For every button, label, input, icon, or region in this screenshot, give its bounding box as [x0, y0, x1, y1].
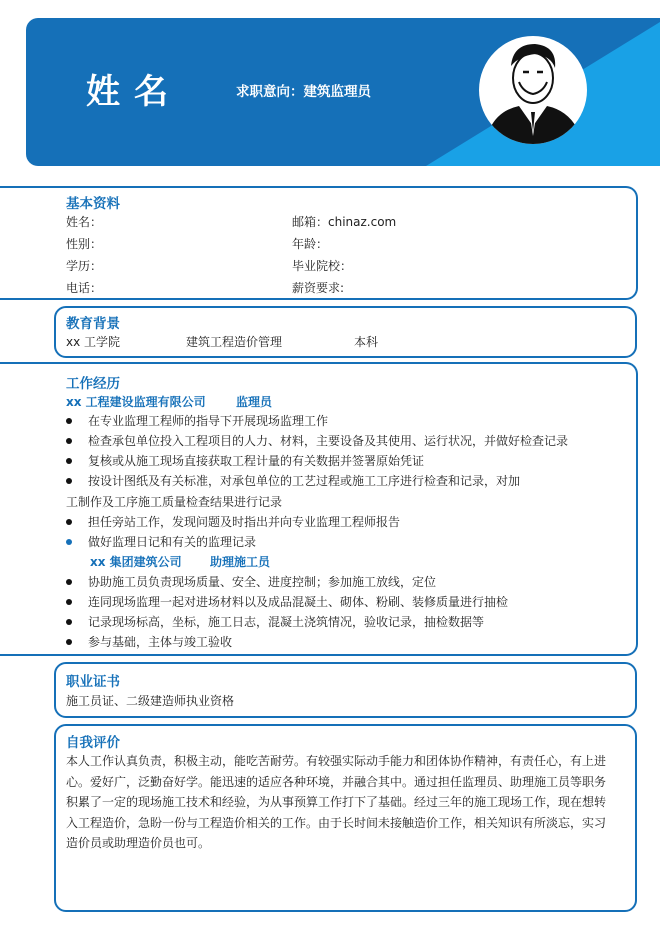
school-field: 毕业院校：: [292, 259, 353, 273]
bullet-icon: [66, 478, 72, 484]
phone-field: 电话：: [66, 281, 103, 295]
education-section: [54, 306, 637, 358]
job-duty: 担任旁站工作，发现问题及时指出并向专业监理工程师报告: [88, 515, 401, 529]
gender-field: 性别：: [66, 237, 103, 251]
job-duty: 记录现场标高，坐标，施工日志，混凝土浇筑情况，验收记录，抽检数据等: [88, 615, 485, 629]
email-field: 邮箱：chinaz.com: [292, 215, 397, 229]
certificates-section: [54, 662, 637, 718]
job-duty: 按设计图纸及有关标准，对承包单位的工艺过程或施工工序进行检查和记录，对加: [88, 474, 521, 488]
self-eval-line: 入工程造价，急盼一份与工程造价相关的工作。由于长时间未接触造价工作，相关知识有所淡忘，实习: [66, 815, 607, 830]
person-silhouette-icon: [479, 36, 587, 144]
job-company: xx 工程建设监理有限公司: [66, 395, 206, 409]
applicant-name: 姓名: [86, 72, 182, 112]
bullet-icon: [66, 579, 72, 585]
self-eval-line: 积累了一定的现场施工技术和经验，为从事预算工作打下了基础。经过三年的施工现场工作，现在想转: [66, 795, 607, 809]
job-intent: 求职意向：建筑监理员: [236, 84, 371, 100]
age-field: 年龄：: [292, 237, 329, 251]
job-position: 助理施工员: [210, 555, 271, 569]
job-duty: 在专业监理工程师的指导下开展现场监理工作: [88, 414, 329, 428]
work-title: 工作经历: [66, 376, 120, 392]
education-school: xx 工学院: [66, 335, 121, 349]
basic-info-title: 基本资料: [66, 196, 120, 212]
education-field: 学历：: [66, 259, 103, 273]
certificates-text: 施工员证、二级建造师执业资格: [66, 694, 235, 708]
job-duty: 复核或从施工现场直接获取工程计量的有关数据并签署原始凭证: [88, 454, 425, 468]
certificates-title: 职业证书: [66, 674, 120, 690]
self-eval-line: 本人工作认真负责，积极主动，能吃苦耐劳。有较强实际动手能力和团体协作精神，有责任心，有上进: [66, 754, 607, 768]
bullet-icon: [66, 539, 72, 545]
job-duty: 协助施工员负责现场质量、安全、进度控制；参加施工放线，定位: [88, 575, 437, 589]
education-degree: 本科: [354, 335, 379, 349]
self-eval-title: 自我评价: [66, 735, 120, 751]
bullet-icon: [66, 519, 72, 525]
bullet-icon: [66, 418, 72, 424]
name-field: 姓名：: [66, 215, 103, 229]
education-title: 教育背景: [66, 316, 120, 332]
self-eval-line: 造价员或助理造价员也可。: [66, 836, 211, 850]
job-duty: 连同现场监理一起对进场材料以及成品混凝土、砌体、粉刷、装修质量进行抽检: [88, 595, 509, 609]
self-eval-text: [66, 751, 618, 854]
bullet-icon: [66, 599, 72, 605]
education-major: 建筑工程造价管理: [186, 335, 283, 349]
profile-photo: [479, 36, 587, 144]
job-duty: 做好监理日记和有关的监理记录: [88, 535, 257, 549]
job-duty: 检查承包单位投入工程项目的人力、材料，主要设备及其使用、运行状况，并做好检查记录: [88, 434, 569, 448]
bullet-icon: [66, 458, 72, 464]
self-eval-line: 心。爱好广，泛勤奋好学。能迅速的适应各种环境，并融合其中。通过担任监理员、助理施工员等职务: [66, 774, 607, 789]
bullet-icon: [66, 438, 72, 444]
job-duty-continued: 工制作及工序施工质量检查结果进行记录: [66, 495, 283, 509]
job-company: xx 集团建筑公司: [90, 555, 182, 569]
job-position: 监理员: [236, 395, 273, 409]
salary-field: 薪资要求:: [292, 281, 345, 295]
job-duty: 参与基础，主体与竣工验收: [88, 635, 233, 649]
bullet-icon: [66, 619, 72, 625]
bullet-icon: [66, 639, 72, 645]
